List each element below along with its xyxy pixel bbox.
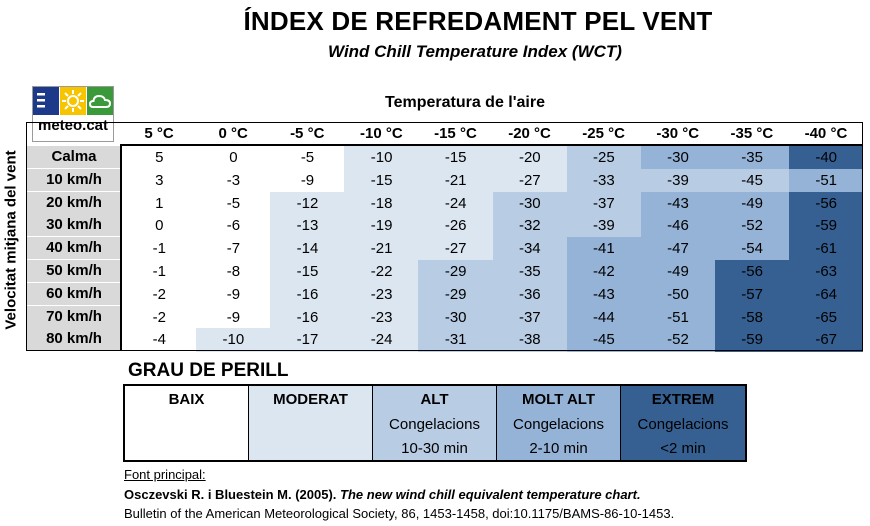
table-cell: -8 xyxy=(196,260,271,283)
logo-text: meteo.cat xyxy=(37,117,109,134)
table-cell: -27 xyxy=(418,237,493,260)
table-cell: -59 xyxy=(715,328,790,351)
danger-level xyxy=(125,386,249,460)
table-cell: -31 xyxy=(418,328,493,351)
table-cell: -46 xyxy=(641,214,716,237)
wind-speed-label-text: Velocitat mitjana del vent xyxy=(2,150,20,330)
row-header: 40 km/h xyxy=(26,237,122,259)
table-cell: -20 xyxy=(493,146,568,169)
table-cell: -35 xyxy=(715,146,790,169)
table-cell: 0 xyxy=(122,214,197,237)
table-cell: -12 xyxy=(270,192,345,215)
row-header: 70 km/h xyxy=(26,306,122,328)
table-cell: -54 xyxy=(715,237,790,260)
danger-level-detail xyxy=(249,413,372,437)
table-cell: -14 xyxy=(270,237,345,260)
table-cell: -39 xyxy=(567,214,642,237)
table-cell: -49 xyxy=(715,192,790,215)
table-cell: -52 xyxy=(641,328,716,351)
row-header: 80 km/h xyxy=(26,328,122,350)
table-cell: -44 xyxy=(567,306,642,329)
table-cell: -21 xyxy=(344,237,419,260)
page-title: ÍNDEX DE REFREDAMENT PEL VENT xyxy=(243,6,713,36)
table-cell: -49 xyxy=(641,260,716,283)
table-cell: -26 xyxy=(418,214,493,237)
row-header: 10 km/h xyxy=(26,169,122,191)
danger-level-name: ALT xyxy=(420,391,449,408)
danger-level-detail: Congelacions xyxy=(637,416,729,433)
table-cell: -56 xyxy=(789,192,864,215)
column-header: -25 °C xyxy=(567,123,641,145)
table-cell: -58 xyxy=(715,306,790,329)
table-cell: -29 xyxy=(418,283,493,306)
table-cell: -10 xyxy=(196,328,271,351)
column-header: -35 °C xyxy=(715,123,789,145)
table-cell: -37 xyxy=(493,306,568,329)
table-cell: -27 xyxy=(493,169,568,192)
table-cell: -30 xyxy=(418,306,493,329)
column-header: -20 °C xyxy=(493,123,567,145)
danger-level-detail: Congelacions xyxy=(389,416,480,433)
table-cell: -17 xyxy=(270,328,345,351)
table-cell: -45 xyxy=(567,328,642,351)
table-cell: -9 xyxy=(196,283,271,306)
danger-title: GRAU DE PERILL xyxy=(128,360,289,381)
table-cell: -13 xyxy=(270,214,345,237)
table-cell: -2 xyxy=(122,306,197,329)
table-cell: -10 xyxy=(344,146,419,169)
table-cell: -24 xyxy=(418,192,493,215)
table-cell: -21 xyxy=(418,169,493,192)
row-label-divider xyxy=(120,145,122,351)
table-cell: -9 xyxy=(196,306,271,329)
source-article: The new wind chill equivalent temperature chart. xyxy=(340,487,641,502)
table-cell: -65 xyxy=(789,306,864,329)
table-cell: -47 xyxy=(641,237,716,260)
danger-level xyxy=(497,386,621,460)
danger-level xyxy=(249,386,373,460)
table-cell: -16 xyxy=(270,306,345,329)
table-cell: -43 xyxy=(567,283,642,306)
table-cell: -37 xyxy=(567,192,642,215)
danger-level-name: EXTREM xyxy=(651,391,715,408)
row-header: Calma xyxy=(26,146,122,168)
table-cell: -3 xyxy=(196,169,271,192)
source-label: Font principal: xyxy=(124,467,206,482)
table-cell: -40 xyxy=(789,146,864,169)
table-cell: -4 xyxy=(122,328,197,351)
table-cell: -43 xyxy=(641,192,716,215)
table-cell: -56 xyxy=(715,260,790,283)
table-cell: 1 xyxy=(122,192,197,215)
danger-level-name: BAIX xyxy=(168,391,205,408)
table-cell: -63 xyxy=(789,260,864,283)
table-cell: -35 xyxy=(493,260,568,283)
table-cell: -22 xyxy=(344,260,419,283)
table-cell: -33 xyxy=(567,169,642,192)
danger-level-detail xyxy=(249,437,372,461)
table-cell: -7 xyxy=(196,237,271,260)
table-cell: -61 xyxy=(789,237,864,260)
danger-level-detail xyxy=(125,413,248,437)
table-cell: -1 xyxy=(122,237,197,260)
danger-level-detail: 2-10 min xyxy=(529,440,588,457)
table-cell: 3 xyxy=(122,169,197,192)
danger-level xyxy=(621,386,745,460)
table-cell: -18 xyxy=(344,192,419,215)
table-cell: -30 xyxy=(641,146,716,169)
table-cell: -50 xyxy=(641,283,716,306)
danger-level-name: MODERAT xyxy=(273,391,348,408)
table-cell: -67 xyxy=(789,328,864,351)
danger-level-detail: 10-30 min xyxy=(401,440,468,457)
column-header: -10 °C xyxy=(344,123,418,145)
column-header: -15 °C xyxy=(418,123,492,145)
table-cell: -19 xyxy=(344,214,419,237)
table-cell: -23 xyxy=(344,283,419,306)
column-header: -30 °C xyxy=(641,123,715,145)
row-header: 60 km/h xyxy=(26,283,122,305)
table-cell: -57 xyxy=(715,283,790,306)
table-cell: -15 xyxy=(270,260,345,283)
table-cell: -42 xyxy=(567,260,642,283)
table-cell: -2 xyxy=(122,283,197,306)
table-cell: -45 xyxy=(715,169,790,192)
table-cell: -6 xyxy=(196,214,271,237)
table-cell: -39 xyxy=(641,169,716,192)
table-cell: -51 xyxy=(641,306,716,329)
air-temperature-label: Temperatura de l'aire xyxy=(384,94,545,111)
table-cell: -59 xyxy=(789,214,864,237)
column-header: -40 °C xyxy=(789,123,863,145)
table-cell: -23 xyxy=(344,306,419,329)
table-cell: -24 xyxy=(344,328,419,351)
table-cell: -1 xyxy=(122,260,197,283)
column-header: 0 °C xyxy=(196,123,270,145)
table-cell: -64 xyxy=(789,283,864,306)
table-cell: -38 xyxy=(493,328,568,351)
table-cell: -52 xyxy=(715,214,790,237)
table-cell: 5 xyxy=(122,146,197,169)
table-cell: -34 xyxy=(493,237,568,260)
row-header: 50 km/h xyxy=(26,260,122,282)
table-cell: -41 xyxy=(567,237,642,260)
table-cell: 0 xyxy=(196,146,271,169)
source-reference xyxy=(124,487,641,502)
danger-level-detail xyxy=(125,437,248,461)
table-cell: -5 xyxy=(270,146,345,169)
table-cell: -16 xyxy=(270,283,345,306)
table-cell: -51 xyxy=(789,169,864,192)
column-header: 5 °C xyxy=(122,123,196,145)
table-cell: -9 xyxy=(270,169,345,192)
table-cell: -5 xyxy=(196,192,271,215)
source-publication: Bulletin of the American Meteorological Society, 86, 1453-1458, doi:10.1175/BAMS-86-10-1453. xyxy=(124,506,675,521)
danger-level-name: MOLT ALT xyxy=(521,391,596,408)
danger-level xyxy=(373,386,497,460)
header-divider xyxy=(120,144,863,146)
table-cell: -29 xyxy=(418,260,493,283)
table-cell: -32 xyxy=(493,214,568,237)
table-cell: -15 xyxy=(418,146,493,169)
table-cell: -36 xyxy=(493,283,568,306)
table-cell: -25 xyxy=(567,146,642,169)
danger-level-detail: <2 min xyxy=(660,440,706,457)
table-cell: -15 xyxy=(344,169,419,192)
page-subtitle: Wind Chill Temperature Index (WCT) xyxy=(328,42,622,61)
table-cell: -30 xyxy=(493,192,568,215)
danger-legend xyxy=(123,384,747,462)
row-header: 30 km/h xyxy=(26,214,122,236)
column-header: -5 °C xyxy=(270,123,344,145)
danger-level-detail: Congelacions xyxy=(513,416,604,433)
source-authors: Osczevski R. i Bluestein M. (2005). xyxy=(124,487,337,502)
row-header: 20 km/h xyxy=(26,192,122,214)
